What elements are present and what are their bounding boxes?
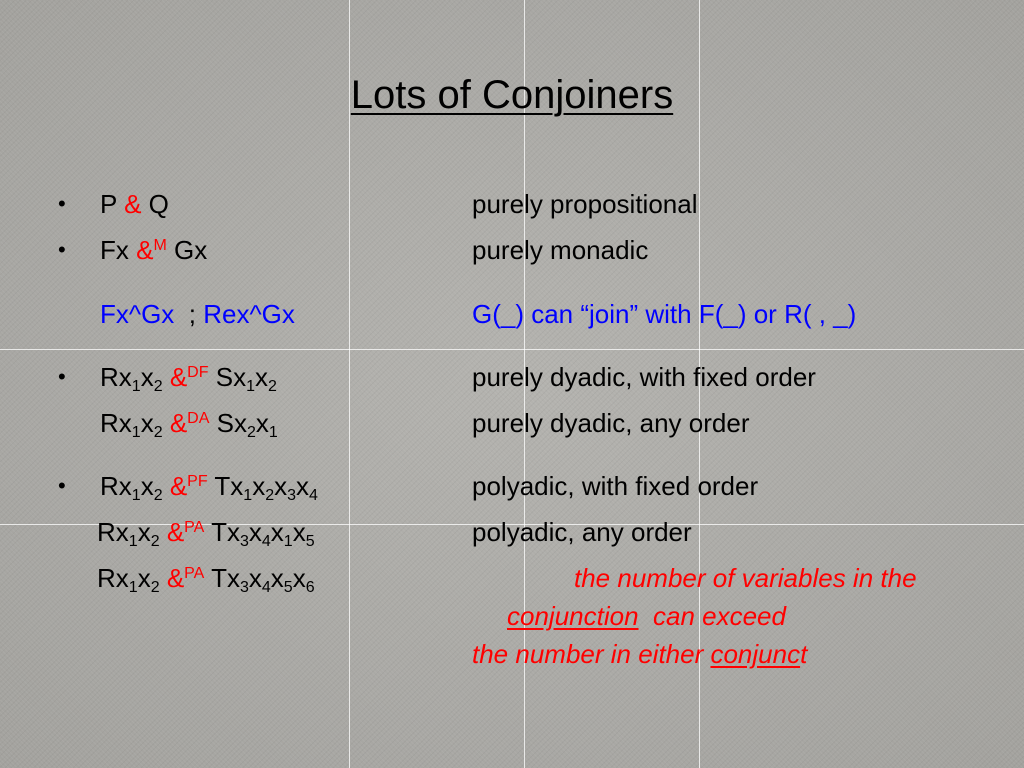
- bullet-row-dyadic-fixed: [0, 361, 1024, 393]
- note-line-1: the number of variables in the: [574, 563, 917, 593]
- formula: $Rx_1x_2$ &$^{DF}$ $Sx_1x_2$: [100, 362, 277, 395]
- description: purely dyadic, with fixed order: [472, 362, 816, 392]
- formula-examples: Fx^Gx ; Rex^Gx: [100, 299, 295, 329]
- description: purely propositional: [472, 189, 698, 219]
- formula: $Rx_1x_2$ &$^{PA}$ $Tx_3x_4x_1x_5$: [97, 517, 315, 550]
- description: polyadic, with fixed order: [472, 471, 759, 501]
- description: G(_) can “join” with F(_) or R( , _): [472, 299, 857, 329]
- bullet-row-monadic: [0, 234, 1024, 266]
- bullet-icon: •: [58, 191, 66, 216]
- formula: $Rx_1x_2$ &$^{PA}$ $Tx_3x_4x_5x_6$: [97, 563, 315, 596]
- note-line-3: the number in either conjunct: [472, 639, 808, 669]
- example-row: [0, 298, 1024, 330]
- formula: Fx &$^M$ Gx: [100, 235, 208, 265]
- row-dyadic-any: [0, 407, 1024, 439]
- bullet-row-propositional: [0, 188, 1024, 220]
- formula: P & Q: [100, 189, 169, 219]
- formula: $Rx_1x_2$ &$^{PF}$ $Tx_1x_2x_3x_4$: [100, 471, 318, 504]
- description: purely monadic: [472, 235, 649, 265]
- bullet-row-polyadic-fixed: [0, 470, 1024, 502]
- bullet-icon: •: [58, 473, 66, 498]
- bullet-icon: •: [58, 364, 66, 389]
- formula: $Rx_1x_2$ &$^{DA}$ $Sx_2x_1$: [100, 408, 278, 441]
- description: polyadic, any order: [472, 517, 692, 547]
- bullet-icon: •: [58, 237, 66, 262]
- description: purely dyadic, any order: [472, 408, 750, 438]
- row-polyadic-any: [0, 516, 1024, 548]
- note-line-2: conjunction can exceed: [507, 601, 786, 631]
- grid-line: [0, 349, 1024, 350]
- slide-title: Lots of Conjoiners: [350, 73, 674, 117]
